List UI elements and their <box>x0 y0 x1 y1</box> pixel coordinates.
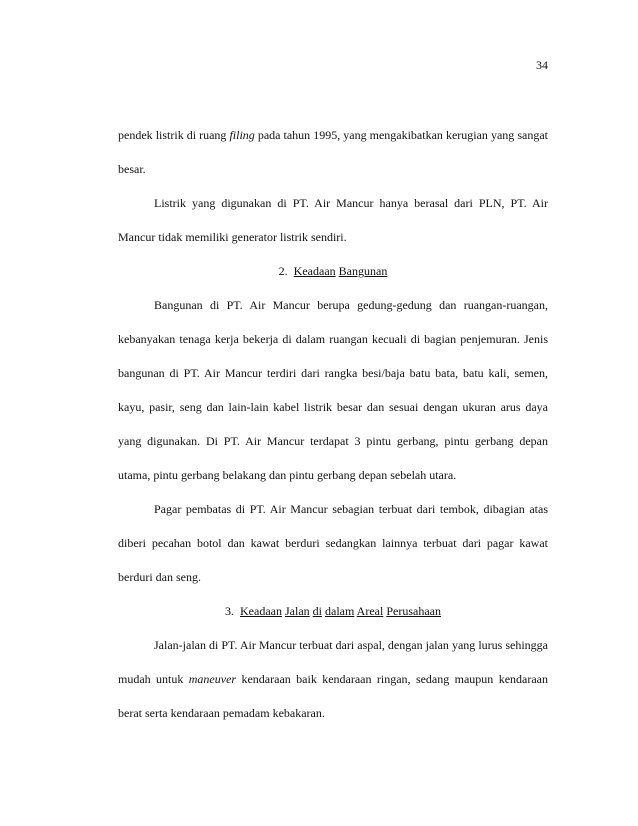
heading-word: Perusahaan <box>386 604 441 618</box>
heading-word: Keadaan <box>293 264 336 278</box>
heading-word: di <box>312 604 322 618</box>
italic-term-maneuver: maneuver <box>188 672 237 686</box>
heading-word: Areal <box>356 604 384 618</box>
paragraph-continuation <box>118 118 548 186</box>
heading-number: 2. <box>278 264 288 278</box>
section-heading-keadaan-bangunan <box>118 254 548 288</box>
heading-number: 3. <box>225 604 235 618</box>
paragraph-text: pada tahun 1995, yang mengakibatkan kerugian yang sangat besar. <box>118 128 548 176</box>
heading-word: dalam <box>325 604 355 618</box>
heading-word: Jalan <box>285 604 310 618</box>
heading-word: Bangunan <box>338 264 388 278</box>
section-heading-keadaan-jalan <box>118 594 548 628</box>
paragraph-text: pendek listrik di ruang <box>118 128 230 142</box>
paragraph-bangunan: Bangunan di PT. Air Mancur berupa gedung-gedung dan ruangan-ruangan, kebanyakan tenaga kerja bekerja di dalam ruangan kecuali di bagian penjemuran. Jenis bangunan di PT. Air Mancur terdiri dari rangka besi/baja batu bata, batu kali, semen, kayu, pasir, seng dan lain-lain kabel listrik besar dan sesuai dengan ukuran arus daya yang digunakan. Di PT. Air Mancur terdapat 3 pintu gerbang, pintu gerbang depan utama, pintu gerbang belakang dan pintu gerbang depan sebelah utara. <box>118 298 548 482</box>
italic-term-filing: filing <box>229 128 255 142</box>
paragraph-jalan <box>118 628 548 730</box>
paragraph-listrik: Listrik yang digunakan di PT. Air Mancur hanya berasal dari PLN, PT. Air Mancur tidak memiliki generator listrik sendiri. <box>118 196 548 244</box>
paragraph-pagar: Pagar pembatas di PT. Air Mancur sebagian terbuat dari tembok, dibagian atas diberi pecahan botol dan kawat berduri sedangkan lainnya terbuat dari pagar kawat berduri dan seng. <box>118 502 548 584</box>
document-body <box>118 118 548 730</box>
heading-word: Keadaan <box>240 604 282 618</box>
page-number: 34 <box>536 58 548 72</box>
paragraph-text: kendaraan baik kendaraan ringan, sedang maupun kendaraan berat serta kendaraan pemadam kebakaran. <box>118 672 548 720</box>
paragraph-text: Jalan-jalan di PT. Air Mancur terbuat dari aspal, dengan jalan yang lurus sehingga mudah untuk <box>118 638 548 686</box>
